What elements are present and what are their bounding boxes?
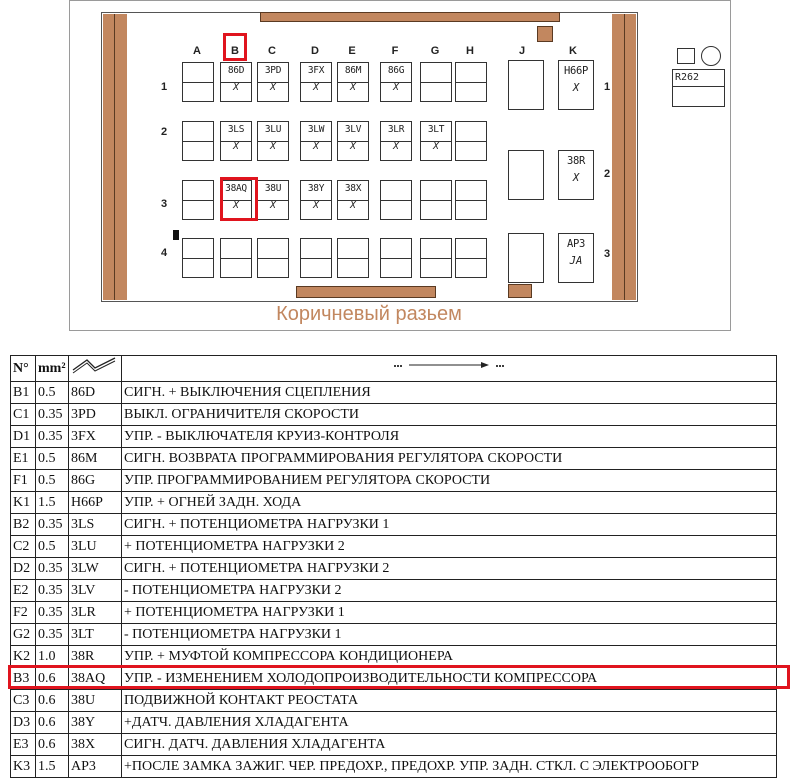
table-row xyxy=(11,712,777,734)
cell-mm: 0.6 xyxy=(36,712,69,734)
cell-wire: H66P xyxy=(69,492,122,514)
cavity-d2 xyxy=(300,121,332,161)
bottom-tab xyxy=(296,286,436,298)
cavity-code: 3PD xyxy=(264,65,282,76)
row-label-left-4: 4 xyxy=(160,247,168,259)
cavity-code: 38AQ xyxy=(225,183,247,194)
column-label-h: H xyxy=(466,45,474,57)
cell-mm: 0.35 xyxy=(36,514,69,536)
header-mm: mm² xyxy=(36,356,69,382)
top-tab-right xyxy=(537,26,553,42)
cavity-d3 xyxy=(300,180,332,220)
cavity-h1 xyxy=(455,62,487,102)
cell-wire: 3LW xyxy=(69,558,122,580)
cell-desc: УПР. ПРОГРАММИРОВАНИЕМ РЕГУЛЯТОРА СКОРОСТИ xyxy=(122,470,777,492)
cell-pin: K2 xyxy=(11,646,36,668)
cavity-mark: X xyxy=(433,141,439,152)
cavity-mark: X xyxy=(270,200,276,211)
cavity-mark: X xyxy=(393,82,399,93)
cell-mm: 0.6 xyxy=(36,690,69,712)
cell-mm: 1.5 xyxy=(36,756,69,778)
cavity-code: H66P xyxy=(563,65,589,77)
cell-pin: C3 xyxy=(11,690,36,712)
cavity-c1 xyxy=(257,62,289,102)
table-row xyxy=(11,492,777,514)
cell-desc: СИГН. + ПОТЕНЦИОМЕТРА НАГРУЗКИ 1 xyxy=(122,514,777,536)
cavity-b1 xyxy=(220,62,252,102)
row-label-left-1: 1 xyxy=(160,81,168,93)
cavity-a2 xyxy=(182,121,214,161)
cavity-code: 3LW xyxy=(307,124,325,135)
column-label-j: J xyxy=(518,45,526,57)
column-label-g: G xyxy=(430,45,440,57)
cell-wire: 3LT xyxy=(69,624,122,646)
cell-wire: 38Y xyxy=(69,712,122,734)
cell-desc: УПР. - ИЗМЕНЕНИЕМ ХОЛОДОПРОИЗВОДИТЕЛЬНОСТИ КОМПРЕССОРА xyxy=(122,668,777,690)
cell-wire: 3PD xyxy=(69,404,122,426)
left-rail xyxy=(103,14,127,300)
column-label-d: D xyxy=(311,45,319,57)
table-row xyxy=(11,514,777,536)
cavity-code: 3LT xyxy=(427,124,445,135)
cavity-k2 xyxy=(558,150,594,200)
highlight-column-b xyxy=(223,33,247,61)
cell-desc: + ПОТЕНЦИОМЕТРА НАГРУЗКИ 1 xyxy=(122,602,777,624)
cell-wire: 3LV xyxy=(69,580,122,602)
cell-mm: 0.35 xyxy=(36,602,69,624)
cell-mm: 0.5 xyxy=(36,382,69,404)
cavity-b2 xyxy=(220,121,252,161)
cell-mm: 0.35 xyxy=(36,426,69,448)
cavity-mark: X xyxy=(393,141,399,152)
cavity-mark: X xyxy=(350,200,356,211)
cell-desc: +ДАТЧ. ДАВЛЕНИЯ ХЛАДАГЕНТА xyxy=(122,712,777,734)
cavity-code: 38X xyxy=(344,183,362,194)
cell-desc: УПР. + ОГНЕЙ ЗАДН. ХОДА xyxy=(122,492,777,514)
connector-caption: Коричневый разьем xyxy=(276,303,462,325)
cell-desc: СИГН. ВОЗВРАТА ПРОГРАММИРОВАНИЯ РЕГУЛЯТОРА СКОРОСТИ xyxy=(122,448,777,470)
cell-pin: F2 xyxy=(11,602,36,624)
row-label-left-2: 2 xyxy=(160,126,168,138)
cell-wire: 86M xyxy=(69,448,122,470)
cavity-mark: X xyxy=(270,141,276,152)
cavity-h2 xyxy=(455,121,487,161)
r262-box xyxy=(672,69,725,107)
cavity-f2 xyxy=(380,121,412,161)
table-row xyxy=(11,756,777,778)
cell-mm: 0.35 xyxy=(36,580,69,602)
cell-wire: 3LR xyxy=(69,602,122,624)
cell-pin: D3 xyxy=(11,712,36,734)
cavity-code: 38R xyxy=(566,155,586,167)
cavity-f3 xyxy=(380,180,412,220)
cell-mm: 0.5 xyxy=(36,536,69,558)
table-row xyxy=(11,426,777,448)
cavity-f4 xyxy=(380,238,412,278)
cell-mm: 0.6 xyxy=(36,668,69,690)
cell-desc: - ПОТЕНЦИОМЕТРА НАГРУЗКИ 2 xyxy=(122,580,777,602)
arrow-icon xyxy=(389,358,509,372)
cell-pin: E2 xyxy=(11,580,36,602)
table-row xyxy=(11,558,777,580)
column-label-a: A xyxy=(193,45,201,57)
cell-desc: УПР. + МУФТОЙ КОМПРЕССОРА КОНДИЦИОНЕРА xyxy=(122,646,777,668)
header-function xyxy=(122,356,777,382)
cavity-j3 xyxy=(508,233,544,283)
cell-desc: +ПОСЛЕ ЗАМКА ЗАЖИГ. ЧЕР. ПРЕДОХР., ПРЕДОХР. УПР. ЗАДН. СТКЛ. С ЭЛЕКТРООБОГР xyxy=(122,756,777,778)
cavity-e2 xyxy=(337,121,369,161)
table-row xyxy=(11,580,777,602)
cell-wire: 38X xyxy=(69,734,122,756)
cavity-mark: X xyxy=(270,82,276,93)
cell-wire: 86D xyxy=(69,382,122,404)
cavity-code: 3LR xyxy=(387,124,405,135)
cavity-h4 xyxy=(455,238,487,278)
cavity-code: 3LV xyxy=(344,124,362,135)
table-row xyxy=(11,690,777,712)
cell-pin: E3 xyxy=(11,734,36,756)
highlight-row-b3 xyxy=(8,665,790,689)
cell-desc: ПОДВИЖНОЙ КОНТАКТ РЕОСТАТА xyxy=(122,690,777,712)
cell-mm: 0.5 xyxy=(36,470,69,492)
table-header-row xyxy=(11,356,777,382)
wire-table xyxy=(10,355,777,778)
cavity-k1 xyxy=(558,60,594,110)
row-label-right-2: 2 xyxy=(603,168,611,180)
row-label-right-3: 3 xyxy=(603,248,611,260)
cell-desc: - ПОТЕНЦИОМЕТРА НАГРУЗКИ 1 xyxy=(122,624,777,646)
cell-wire: 3LU xyxy=(69,536,122,558)
cell-wire: AP3 xyxy=(69,756,122,778)
bottom-tab-right xyxy=(508,284,532,298)
cell-mm: 0.35 xyxy=(36,404,69,426)
cavity-mark: X xyxy=(233,200,239,211)
cell-desc: ВЫКЛ. ОГРАНИЧИТЕЛЯ СКОРОСТИ xyxy=(122,404,777,426)
cavity-mark: X xyxy=(350,82,356,93)
cell-pin: B2 xyxy=(11,514,36,536)
cavity-mark: X xyxy=(313,82,319,93)
cell-pin: G2 xyxy=(11,624,36,646)
table-row xyxy=(11,404,777,426)
cell-pin: C2 xyxy=(11,536,36,558)
wire-icon xyxy=(69,356,122,382)
cell-desc: СИГН. + ВЫКЛЮЧЕНИЯ СЦЕПЛЕНИЯ xyxy=(122,382,777,404)
cavity-c4 xyxy=(257,238,289,278)
cell-pin: F1 xyxy=(11,470,36,492)
cavity-mark: X xyxy=(572,82,580,94)
cavity-mark: JA xyxy=(569,255,583,267)
cell-mm: 0.6 xyxy=(36,734,69,756)
cavity-code: 38U xyxy=(264,183,282,194)
cavity-a3 xyxy=(182,180,214,220)
cavity-e1 xyxy=(337,62,369,102)
cell-wire: 3FX xyxy=(69,426,122,448)
r262-label: R262 xyxy=(675,72,700,83)
row-label-right-1: 1 xyxy=(603,81,611,93)
cell-pin: B3 xyxy=(11,668,36,690)
cavity-g3 xyxy=(420,180,452,220)
row-label-left-3: 3 xyxy=(160,198,168,210)
column-label-b: B xyxy=(231,45,239,57)
table-row xyxy=(11,536,777,558)
cell-pin: C1 xyxy=(11,404,36,426)
cavity-a1 xyxy=(182,62,214,102)
cavity-c2 xyxy=(257,121,289,161)
cavity-code: 3FX xyxy=(307,65,325,76)
cavity-mark: X xyxy=(350,141,356,152)
table-row xyxy=(11,470,777,492)
cavity-code: 3LS xyxy=(227,124,245,135)
cavity-mark: X xyxy=(313,141,319,152)
cavity-g4 xyxy=(420,238,452,278)
column-label-k: K xyxy=(569,45,577,57)
table-row xyxy=(11,624,777,646)
cavity-d1 xyxy=(300,62,332,102)
cavity-code: 3LU xyxy=(264,124,282,135)
table-row xyxy=(11,382,777,404)
cavity-c3 xyxy=(257,180,289,220)
cavity-b4 xyxy=(220,238,252,278)
cell-mm: 0.35 xyxy=(36,558,69,580)
cell-desc: СИГН. ДАТЧ. ДАВЛЕНИЯ ХЛАДАГЕНТА xyxy=(122,734,777,756)
cell-desc: + ПОТЕНЦИОМЕТРА НАГРУЗКИ 2 xyxy=(122,536,777,558)
column-label-f: F xyxy=(391,45,399,57)
cell-wire: 38U xyxy=(69,690,122,712)
cell-pin: K3 xyxy=(11,756,36,778)
cavity-mark: X xyxy=(313,200,319,211)
cavity-j1 xyxy=(508,60,544,110)
cell-desc: СИГН. + ПОТЕНЦИОМЕТРА НАГРУЗКИ 2 xyxy=(122,558,777,580)
cell-wire: 86G xyxy=(69,470,122,492)
cavity-code: 86M xyxy=(344,65,362,76)
cavity-e3 xyxy=(337,180,369,220)
cell-pin: D1 xyxy=(11,426,36,448)
cavity-g1 xyxy=(420,62,452,102)
cell-mm: 0.5 xyxy=(36,448,69,470)
cavity-a4 xyxy=(182,238,214,278)
cavity-mark: X xyxy=(233,82,239,93)
table-row xyxy=(11,448,777,470)
cavity-mark: X xyxy=(572,172,580,184)
small-square xyxy=(677,48,695,64)
cell-mm: 1.5 xyxy=(36,492,69,514)
cavity-code: 38Y xyxy=(307,183,325,194)
cell-desc: УПР. - ВЫКЛЮЧАТЕЛЯ КРУИЗ-КОНТРОЛЯ xyxy=(122,426,777,448)
cell-wire: 38R xyxy=(69,646,122,668)
key-notch xyxy=(173,230,179,240)
cavity-mark: X xyxy=(233,141,239,152)
cell-pin: B1 xyxy=(11,382,36,404)
header-no: N° xyxy=(11,356,36,382)
cavity-h3 xyxy=(455,180,487,220)
small-circle xyxy=(701,46,721,66)
table-row xyxy=(11,602,777,624)
cell-pin: K1 xyxy=(11,492,36,514)
cell-wire: 3LS xyxy=(69,514,122,536)
table-row xyxy=(11,734,777,756)
top-tab xyxy=(260,12,560,22)
cavity-f1 xyxy=(380,62,412,102)
cavity-j2 xyxy=(508,150,544,200)
cell-pin: D2 xyxy=(11,558,36,580)
cavity-code: AP3 xyxy=(566,238,586,250)
column-label-c: C xyxy=(268,45,276,57)
cavity-e4 xyxy=(337,238,369,278)
cell-pin: E1 xyxy=(11,448,36,470)
cavity-code: 86D xyxy=(227,65,245,76)
cavity-g2 xyxy=(420,121,452,161)
cavity-k3 xyxy=(558,233,594,283)
column-label-e: E xyxy=(348,45,356,57)
cell-wire: 38AQ xyxy=(69,668,122,690)
highlight-cell-38aq xyxy=(220,177,258,221)
cavity-d4 xyxy=(300,238,332,278)
cavity-code: 86G xyxy=(387,65,405,76)
cell-mm: 1.0 xyxy=(36,646,69,668)
cell-mm: 0.35 xyxy=(36,624,69,646)
